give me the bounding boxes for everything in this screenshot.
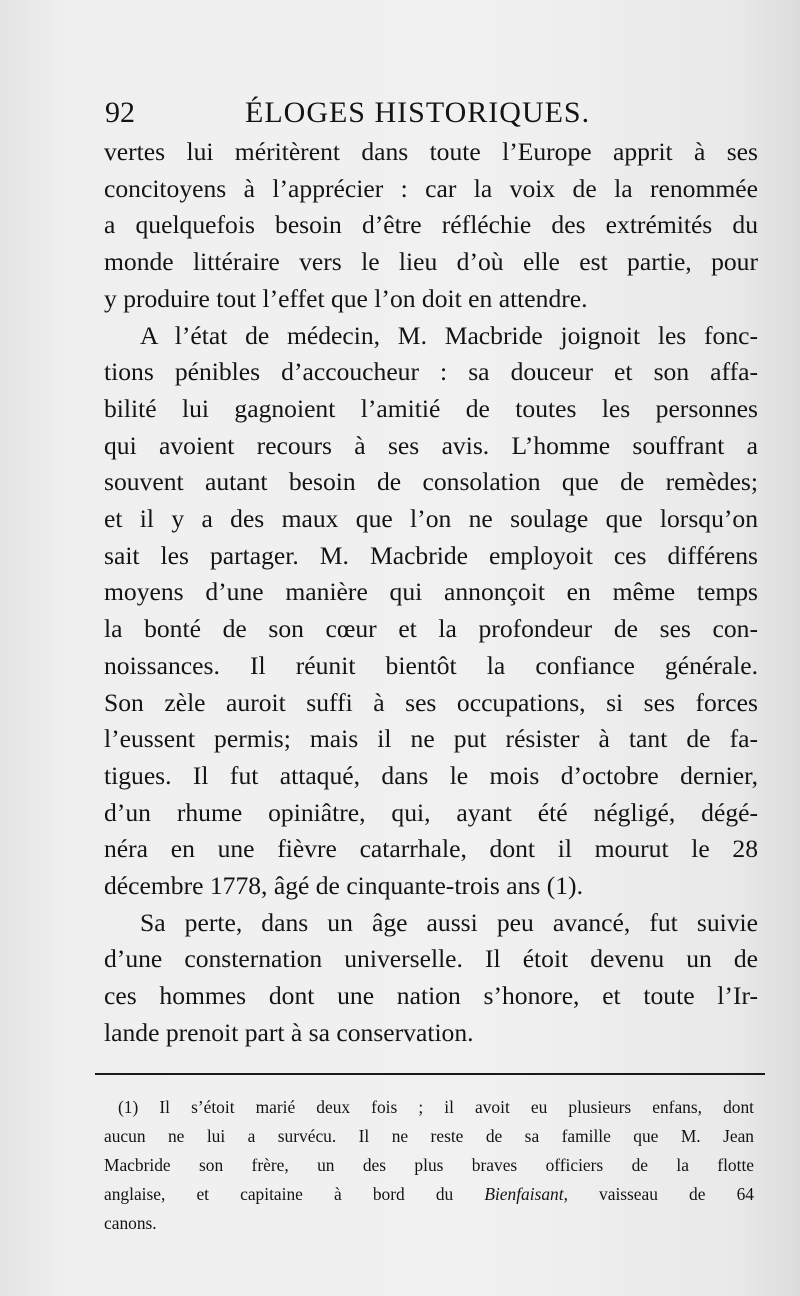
text-line: A l’état de médecin, M. Macbride joignoit les fonc-: [140, 320, 758, 350]
text-line: la bonté de son cœur et la profondeur de ses con-: [104, 614, 758, 644]
footnote: [104, 1093, 754, 1238]
footnote-line: [104, 1180, 754, 1209]
text-line: noissances. Il réunit bientôt la confiance générale.: [104, 650, 758, 680]
ship-name: Bienfaisant: [484, 1184, 564, 1204]
text-line: lande prenoit part à sa conservation.: [104, 1017, 474, 1047]
footnote-line: canons.: [104, 1213, 157, 1233]
paragraph-3: [104, 905, 758, 1052]
text-line: tions pénibles d’accoucheur : sa douceur et son affa-: [104, 357, 758, 387]
footnote-line: (1) Il s’étoit marié deux fois ; il avoit eu plusieurs enfans, dont: [118, 1097, 754, 1117]
text-line: Sa perte, dans un âge aussi peu avancé, fut suivie: [140, 907, 758, 937]
running-title: ÉLOGES HISTORIQUES.: [245, 96, 591, 129]
text-line: ces hommes dont une nation s’honore, et toute l’Ir-: [104, 981, 758, 1011]
text-line: d’une consternation universelle. Il étoit devenu un de: [104, 944, 758, 974]
text-line: concitoyens à l’apprécier : car la voix de la renommée: [104, 173, 758, 203]
text-line: décembre 1778, âgé de cinquante-trois ans (1).: [104, 871, 583, 901]
footnote-line-tail: , vaisseau de 64: [563, 1184, 754, 1204]
text-line: vertes lui méritèrent dans toute l’Europe apprit à ses: [104, 137, 758, 166]
text-line: tigues. Il fut attaqué, dans le mois d’octobre dernier,: [104, 760, 758, 790]
text-line: souvent autant besoin de consolation que de remèdes;: [104, 467, 758, 497]
body-text: [104, 134, 758, 1052]
text-line: a quelquefois besoin d’être réfléchie des extrémités du: [104, 210, 758, 240]
text-line: Son zèle auroit suffi à ses occupations, si ses forces: [104, 687, 758, 717]
text-line: monde littéraire vers le lieu d’où elle est partie, pour: [104, 247, 758, 277]
paragraph-1: [104, 134, 758, 318]
text-line: bilité lui gagnoient l’amitié de toutes les personnes: [104, 393, 758, 423]
text-line: d’un rhume opiniâtre, qui, ayant été négligé, dégé-: [104, 797, 758, 827]
page-number: 92: [105, 96, 135, 129]
text-line: sait les partager. M. Macbride employoit ces différens: [104, 540, 758, 570]
footnote-line: Macbride son frère, un des plus braves officiers de la flotte: [104, 1155, 754, 1175]
text-line: l’eussent permis; mais il ne put résister à tant de fa-: [104, 724, 758, 754]
footnote-line: aucun ne lui a survécu. Il ne reste de sa famille que M. Jean: [104, 1126, 754, 1146]
paragraph-2: [104, 318, 758, 905]
text-line: et il y a des maux que l’on ne soulage que lorsqu’on: [104, 504, 758, 534]
page-header: [105, 96, 635, 136]
text-line: néra en une fièvre catarrhale, dont il mourut le 28: [104, 834, 758, 864]
text-line: moyens d’une manière qui annonçoit en même temps: [104, 577, 758, 607]
text-line: qui avoient recours à ses avis. L’homme souffrant a: [104, 430, 758, 460]
footnote-line-text: anglaise, et capitaine à bord du: [104, 1184, 485, 1204]
text-line: y produire tout l’effet que l’on doit en attendre.: [104, 283, 588, 313]
footnote-rule: [95, 1073, 765, 1075]
